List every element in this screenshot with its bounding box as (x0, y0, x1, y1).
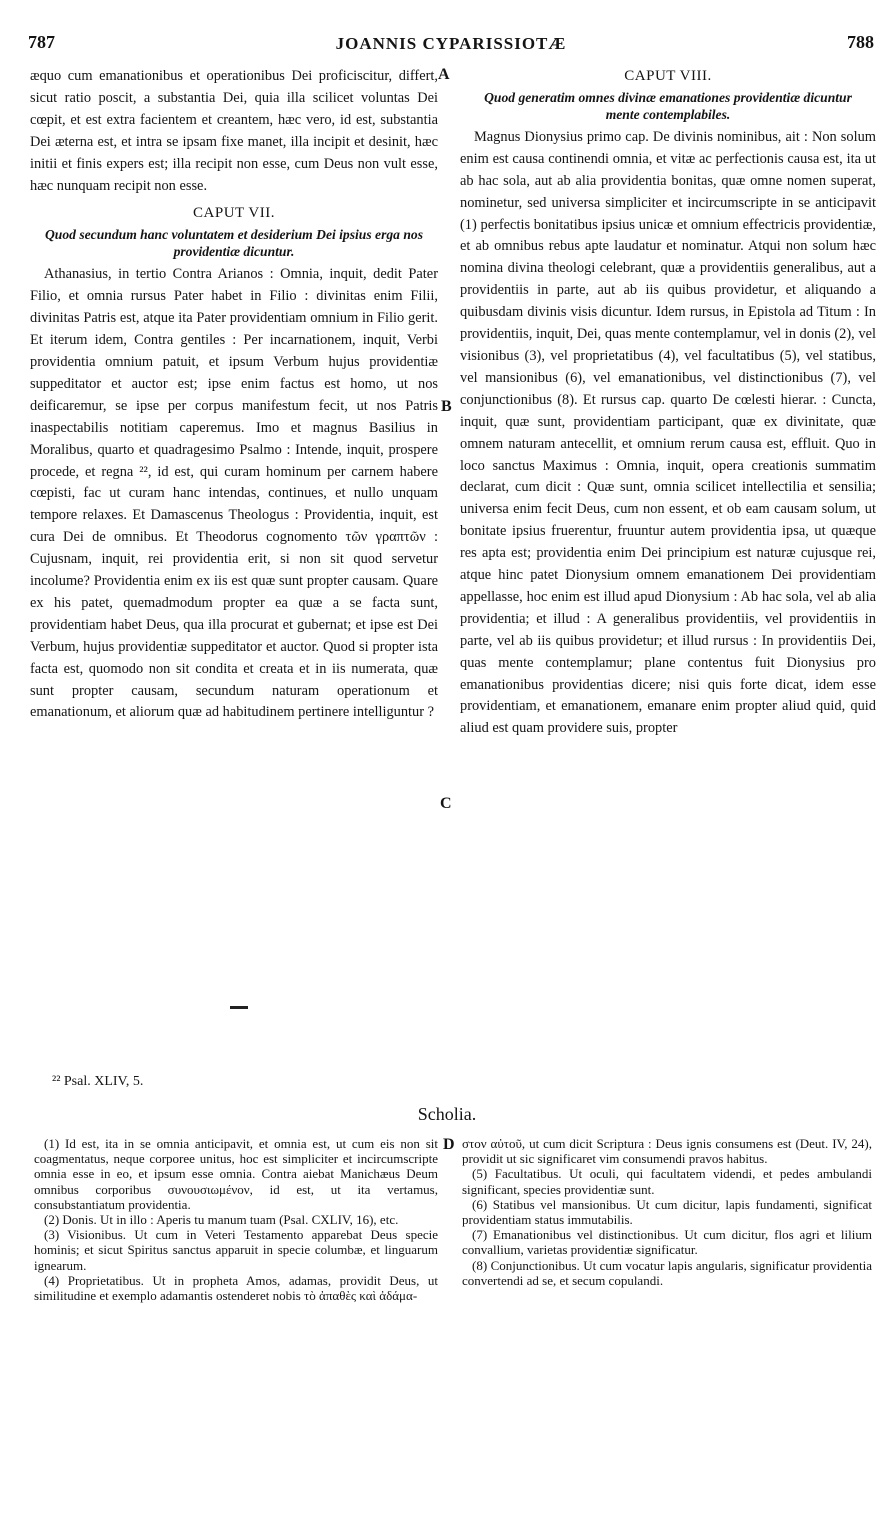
scholion-1: (1) Id est, ita in se omnia anticipavit, et omnia est, ut cum eis non sit coagmentatus, neque corporee unitus, hoc est simpliciter et incircumscripte omnia esse in eo, et ipsum esse omnia. Contra aiebat Manichæus Deum omnibus corporibus συνουσιωμένον, id est, ut ita vertamus, consubstantiatum providentia. (34, 1136, 438, 1212)
scholion-2: (2) Donis. Ut in illo : Aperis tu manum tuam (Psal. CXLIV, 16), etc. (44, 1212, 399, 1228)
scholia-right-column (462, 1136, 872, 1288)
caput-viii-heading: CAPUT VIII. (624, 68, 712, 84)
footnote: ²² Psal. XLIV, 5. (52, 1074, 144, 1089)
caput-vii-subtitle: Quod secundum hanc voluntatem et desiderium Dei ipsius erga nos providentiæ dicuntur. (44, 227, 424, 260)
column-marker-d: D (443, 1136, 455, 1153)
scholia-heading: Scholia. (417, 1104, 477, 1124)
scholion-7: (7) Emanationibus vel distinctionibus. Ut cum dicitur, flos agri et lilium convallium, varietas providentiæ significatur. (462, 1227, 872, 1258)
right-column (460, 66, 876, 740)
column-marker-b: B (441, 398, 452, 415)
page-number-left: 787 (28, 32, 55, 52)
scholion-4: (4) Proprietatibus. Ut in propheta Amos, adamas, providit Deus, ut similitudine et exemplo adamantis ostenderet nobis τὸ ἀπαθὲς καὶ ἀδάμα- (34, 1272, 438, 1304)
scholion-5: (5) Facultatibus. Ut oculi, qui facultatem videndi, et pedes ambulandi significant, species providentiæ sunt. (462, 1166, 872, 1197)
left-column (30, 66, 438, 724)
scholion-8: (8) Conjunctionibus. Ut cum vocatur lapis angularis, significatur providentia convertendi ad se, et secum copulandi. (462, 1257, 872, 1288)
running-header (28, 32, 874, 60)
page-number-right: 788 (847, 32, 874, 52)
caput-vii-heading: CAPUT VII. (193, 205, 275, 222)
scholion-6: (6) Statibus vel mansionibus. Ut cum dicitur, lapis fundamenti, significat providentiam status immutabilis. (462, 1196, 872, 1228)
running-title: JOANNIS CYPARISSIOTÆ (335, 34, 567, 53)
caput-viii-subtitle: Quod generatim omnes divinæ emanationes providentiæ dicuntur mente contemplabiles. (484, 89, 852, 122)
section-divider (230, 1006, 248, 1009)
left-paragraph-2: Athanasius, in tertio Contra Arianos : Omnia, inquit, dedit Pater Filio, et omnia rursus Pater habet in Filio : divinitas enim Filii, divinitas Patris est, atque ita Pater providentiam omnium in Filio gerit. Et iterum idem, Contra gentiles : Per incarnationem, inquit, Verbi providentia omnium patuit, et ipsum Verbum hujus providentiæ suppeditator et auctor est; ipse enim factus est homo, ut nos deificaremur, se ipse per corpus manifestum fecit, ut nos Patris inaspectabilis notitiam caperemus. Imo et magnus Basilius in Moralibus, quarto et quadragesimo Psalmo : Intende, inquit, prospere procede, et regna ²², id est, qui curam hominum per carnem habere cœpisti, fac ut curam hanc intendas, continues, et nullo unquam tempore relaxes. Et Damascenus Theologus : Providentia, inquit, est cura Dei de omnibus. Et Theodorus cognomento τῶν γραπτῶν : Cujusnam, inquit, rei providentia erit, si non sit quod servetur incolume? Providentia enim ex iis est quæ sunt propter causam. Quare ex his patet, quemadmodum propter ea quæ a se facta sunt, providentiam habet Deus, qua illa procurat et gubernat; et ipse est Dei Verbum, hujus providentiæ suppeditator et auctor. Quod si propter ista facta est, quomodo non sit condita et creata et in iis numerata, quæ sunt propter causam, secundum naturam operationum et emanationum, et aliorum quæ ad habitudinem pertinere intelliguntur ? (30, 266, 438, 721)
scholion-3: (3) Visionibus. Ut cum in Veteri Testamento apparebat Deus specie hominis; et sicut Spiritus sanctus apparuit in specie columbæ, et linguarum ignearum. (34, 1227, 438, 1273)
column-marker-c: C (440, 795, 452, 812)
scholia-left-column (34, 1136, 438, 1303)
right-paragraph-1: Magnus Dionysius primo cap. De divinis nominibus, ait : Non solum enim est causa continendi omnia, et vitæ ac perfectionis causa est, ita ut ab hac sola, aut ab alia providentia bonitas, quæ omne nomen superat, nominetur, sed universa simpliciter et incircumscripte in se anticipavit (1) perfectis bonitatibus ipsius unicæ et omnium effectricis providentiæ, et ab omnibus rebus apte laudatur et nominatur. Atqui non solum hæc nomina divina theologi celebrant, quæ a providentiis generalibus, aut a providentiis in parte, aut ab iis quibus providetur, et aliquando a quibusdam divinis visis dicuntur. Idem rursus, in Epistola ad Titum : In providentiis, inquit, Dei, quas mente contemplamur, vel in donis (2), vel visionibus (3), vel proprietatibus (4), vel facultatibus (5), vel statibus, vel mansionibus (6), vel emanationibus, vel distinctionibus (7), vel conjunctionibus (8). Et rursus cap. quarto De cœlesti hierar. : Cuncta, inquit, quæ sunt, providentiam participant, quæ ex divinitate, quæ omnem naturam antecellit, et omnium rerum causa est, effluit. Quo in loco sanctus Maximus : Omnia, inquit, opera creationis summatim declarat, cum dicit : Quæ sunt, omnia scilicet intellectilia et sensilia; universa enim fecit Deus, cum non essent, et ob eam causam solum, ut bonitate ipsius fruerentur, fruuntur autem providentia ipsa, ut quæque res apta est; providentia enim Dei principium est naturæ cujusque rei, atque hinc patet Dionysium omnem emanationem Dei providentiam appellasse, hoc enim est illud apud Dionysium : Ab hac sola, vel ab alia providentia; et illud : A generalibus providentiis, vel providentiis in parte, vel ab iis quibus providetur; et illud rursus : In providentiis Dei, quas mente contemplamur; plane contentus fuit Dionysius pro emanationibus providentias dicere; nisi quis forte dicat, idem esse providentiam, et emanationem, emanare enim propter aliud quid, quid aliud est quam providere suis, propter (460, 128, 876, 737)
column-marker-a: A (438, 66, 450, 83)
scholion-4-continued: στον αὐτοῦ, ut cum dicit Scriptura : Deus ignis consumens est (Deut. IV, 24), providit ut sic significaret vim consumendi pravos habitus. (462, 1136, 872, 1167)
left-paragraph-1: æquo cum emanationibus et operationibus Dei proficiscitur, differt, sicut ratio poscit, a substantia Dei, quia illa scilicet voluntas Dei cœpit, et est extra facientem et creantem, hæc vero, id est, substantia Dei æterna est, et intra se ipsam fixe manet, illa incipit et desinit, hæc initii et finis expers est; illa recipit non esse, cum Deus non vult esse, hæc nunquam recipit non esse. (30, 68, 438, 194)
